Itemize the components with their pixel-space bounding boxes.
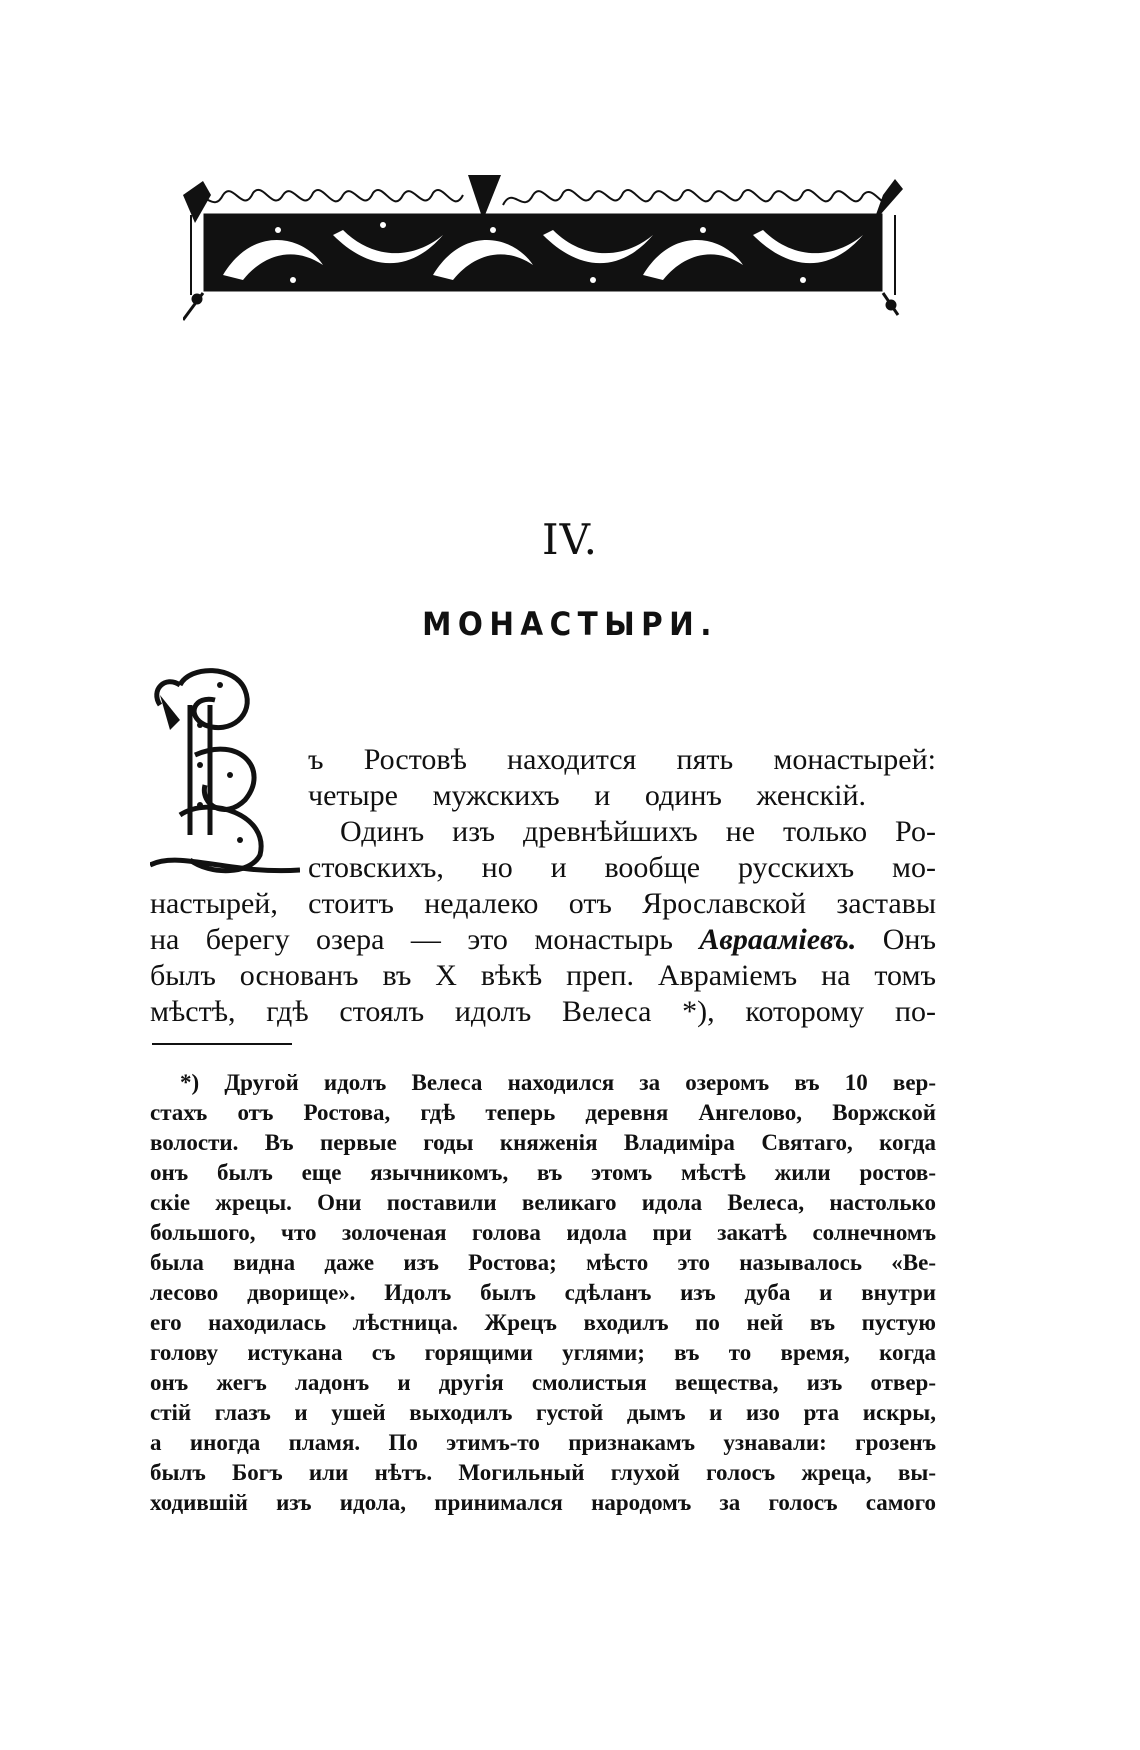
body-line-1: ъ Ростовѣ находится пять монастырей:: [308, 743, 936, 776]
chapter-title: МОНАСТЫРИ.: [422, 605, 718, 643]
footnote-line-15: ходившій изъ идола, принимался народомъ за голосъ самого: [150, 1490, 936, 1515]
footnote-line-5: скіе жрецы. Они поставили великаго идола Велеса, настолько: [150, 1190, 936, 1215]
footnote-line-11: онъ жегъ ладонъ и другія смолистыя вещества, изъ отвер-: [150, 1370, 936, 1395]
footnote-rule: [152, 1043, 292, 1045]
body-line-6: [150, 922, 936, 958]
footnote-line-1: *) Другой идолъ Велеса находился за озеромъ въ 10 вер-: [180, 1070, 936, 1095]
footnote-line-8: лесово дворище». Идолъ былъ сдѣланъ изъ дуба и внутри: [150, 1280, 936, 1305]
body-line-8: мѣстѣ, гдѣ стоялъ идолъ Велеса *), которому по-: [150, 995, 936, 1028]
body-line-4: стовскихъ, но и вообще русскихъ мо-: [308, 851, 936, 884]
center-tuft: [468, 175, 501, 220]
body-line-2: четыре мужскихъ и одинъ женскій.: [308, 779, 866, 812]
footnote-line-10: голову истукана съ горящими углями; въ то время, когда: [150, 1340, 936, 1365]
footnote-line-3: волости. Въ первые годы княженія Владиміра Святаго, когда: [150, 1130, 936, 1155]
chapter-number: IV.: [542, 515, 598, 564]
body-line-7: былъ основанъ въ X вѣкѣ преп. Авраміемъ на томъ: [150, 959, 936, 992]
body-line-6-end: Онъ: [882, 923, 936, 956]
footnote-line-7: была видна даже изъ Ростова; мѣсто это называлось «Ве-: [150, 1250, 936, 1275]
dropcap-letter-ornament: [150, 665, 300, 880]
footnote-line-13: а иногда пламя. По этимъ-то признакамъ узнавали: грозенъ: [150, 1430, 936, 1455]
footnote-line-4: онъ былъ еще язычникомъ, въ этомъ мѣстѣ жили ростов-: [150, 1160, 936, 1185]
body-line-5: настырей, стоитъ недалеко отъ Ярославской заставы: [150, 887, 936, 920]
monastery-name: Авраамiевъ.: [699, 923, 857, 956]
footnote-line-9: его находилась лѣстница. Жрецъ входилъ по ней въ пустую: [150, 1310, 936, 1335]
headpiece-fringe: [193, 190, 888, 205]
footnote-line-14: былъ Богъ или нѣтъ. Могильный глухой голосъ жреца, вы-: [150, 1460, 936, 1485]
footnote-line-6: большого, что золоченая голова идола при закатѣ солнечномъ: [150, 1220, 936, 1245]
headpiece-spikes: [183, 293, 898, 320]
body-line-6-text: на берегу озера — это монастырь: [150, 923, 673, 956]
footnote-line-2: стахъ отъ Ростова, гдѣ теперь деревня Ангелово, Воржской: [150, 1100, 936, 1125]
body-line-3: Одинъ изъ древнѣйшихъ не только Ро-: [340, 815, 936, 848]
ornamental-headpiece: [183, 175, 903, 355]
footnote-line-12: стій глазъ и ушей выходилъ густой дымъ и изо рта искры,: [150, 1400, 936, 1425]
